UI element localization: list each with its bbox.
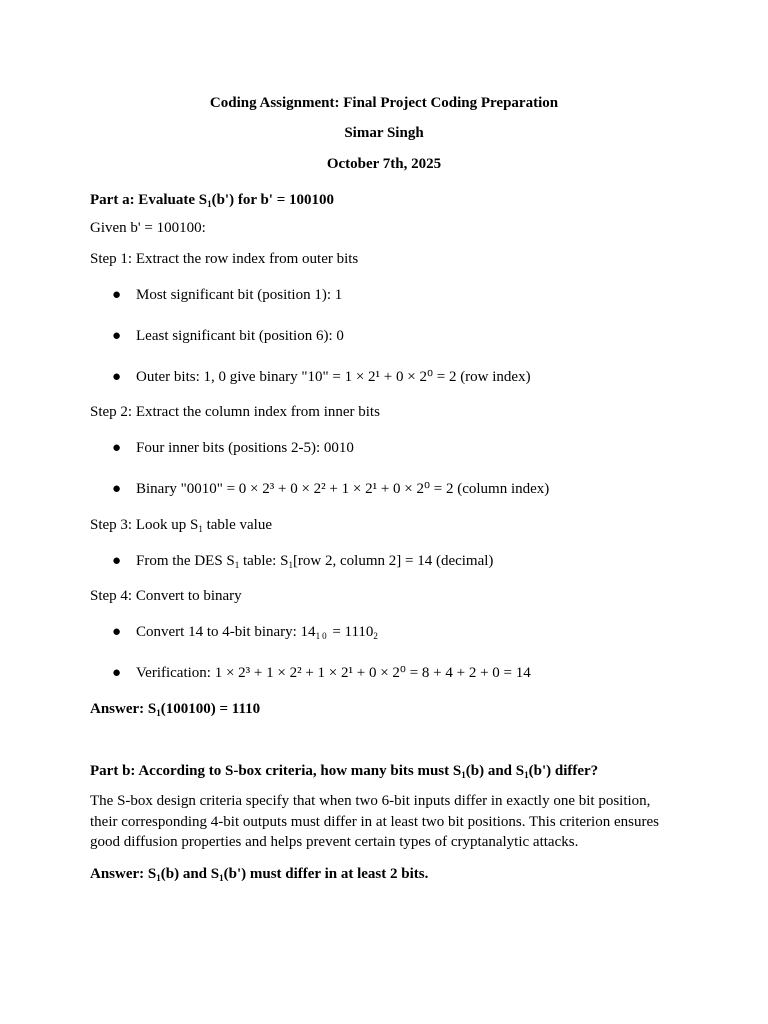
bullet-icon: ● (112, 553, 122, 569)
step-3-text: Step 3: Look up $S_1$ table value (90, 517, 272, 534)
list-item: Most significant bit (position 1): 1 (136, 287, 343, 303)
bullet-icon: ● (112, 481, 122, 497)
bullet-icon: ● (112, 369, 122, 385)
bullet-icon: ● (112, 624, 122, 640)
list-item: From the DES $S_1$ table: $S_1[row$ 2, column 2] = 14 (decimal) (136, 553, 494, 570)
bullet-icon: ● (112, 328, 122, 344)
list-item: Least significant bit (position 6): 0 (136, 328, 344, 344)
document-date: October 7th, 2025 (326, 156, 442, 172)
paragraph-line: their corresponding 4-bit outputs must differ in at least two bit positions. This criterion ensures (90, 813, 659, 830)
list-item: Verification: 1 × 2³ + 1 × 2² + 1 × 2¹ + 0 × 2⁰ = 8 + 4 + 2 + 0 = 14 (136, 665, 531, 681)
step-4-text: Step 4: Convert to binary (90, 588, 242, 604)
document-title: Coding Assignment: Final Project Coding Preparation (209, 95, 559, 111)
list-item: Binary "0010" = 0 × 2³ + 0 × 2² + 1 × 2¹ + 0 × 2⁰ = 2 (column index) (136, 481, 550, 497)
step-1-text: Step 1: Extract the row index from outer bits (90, 251, 359, 267)
paragraph-line: The S-box design criteria specify that when two 6-bit inputs differ in exactly one bit position, (90, 793, 651, 809)
list-item: Convert 14 to 4-bit binary: $14_{10} = 1110_2$ (136, 624, 378, 641)
part-b-heading: Part b: According to S-box criteria, how many bits must $S_1(b)$ and $S_1(b')$ differ? (90, 763, 599, 780)
bullet-icon: ● (112, 665, 122, 681)
paragraph-line: good diffusion properties and helps prevent certain types of cryptanalytic attacks. (90, 834, 579, 850)
part-a-answer: Answer: $S_1(100100) = 1110$ (90, 701, 261, 718)
list-item: Four inner bits (positions 2-5): 0010 (136, 440, 354, 456)
part-a-heading: Part a: Evaluate $S_1(b')$ for b' = 100100 (90, 192, 335, 209)
part-b-paragraph (90, 791, 680, 853)
given-text: Given b' = 100100: (90, 220, 206, 236)
list-item: Outer bits: 1, 0 give binary "10" = 1 × 2¹ + 0 × 2⁰ = 2 (row index) (136, 369, 531, 385)
bullet-icon: ● (112, 440, 122, 456)
bullet-icon: ● (112, 287, 122, 303)
step-2-text: Step 2: Extract the column index from inner bits (90, 404, 380, 420)
document-author: Simar Singh (344, 125, 424, 141)
part-b-answer: Answer: $S_1(b)$ and $S_1(b')$ must differ in at least 2 bits. (90, 866, 429, 883)
